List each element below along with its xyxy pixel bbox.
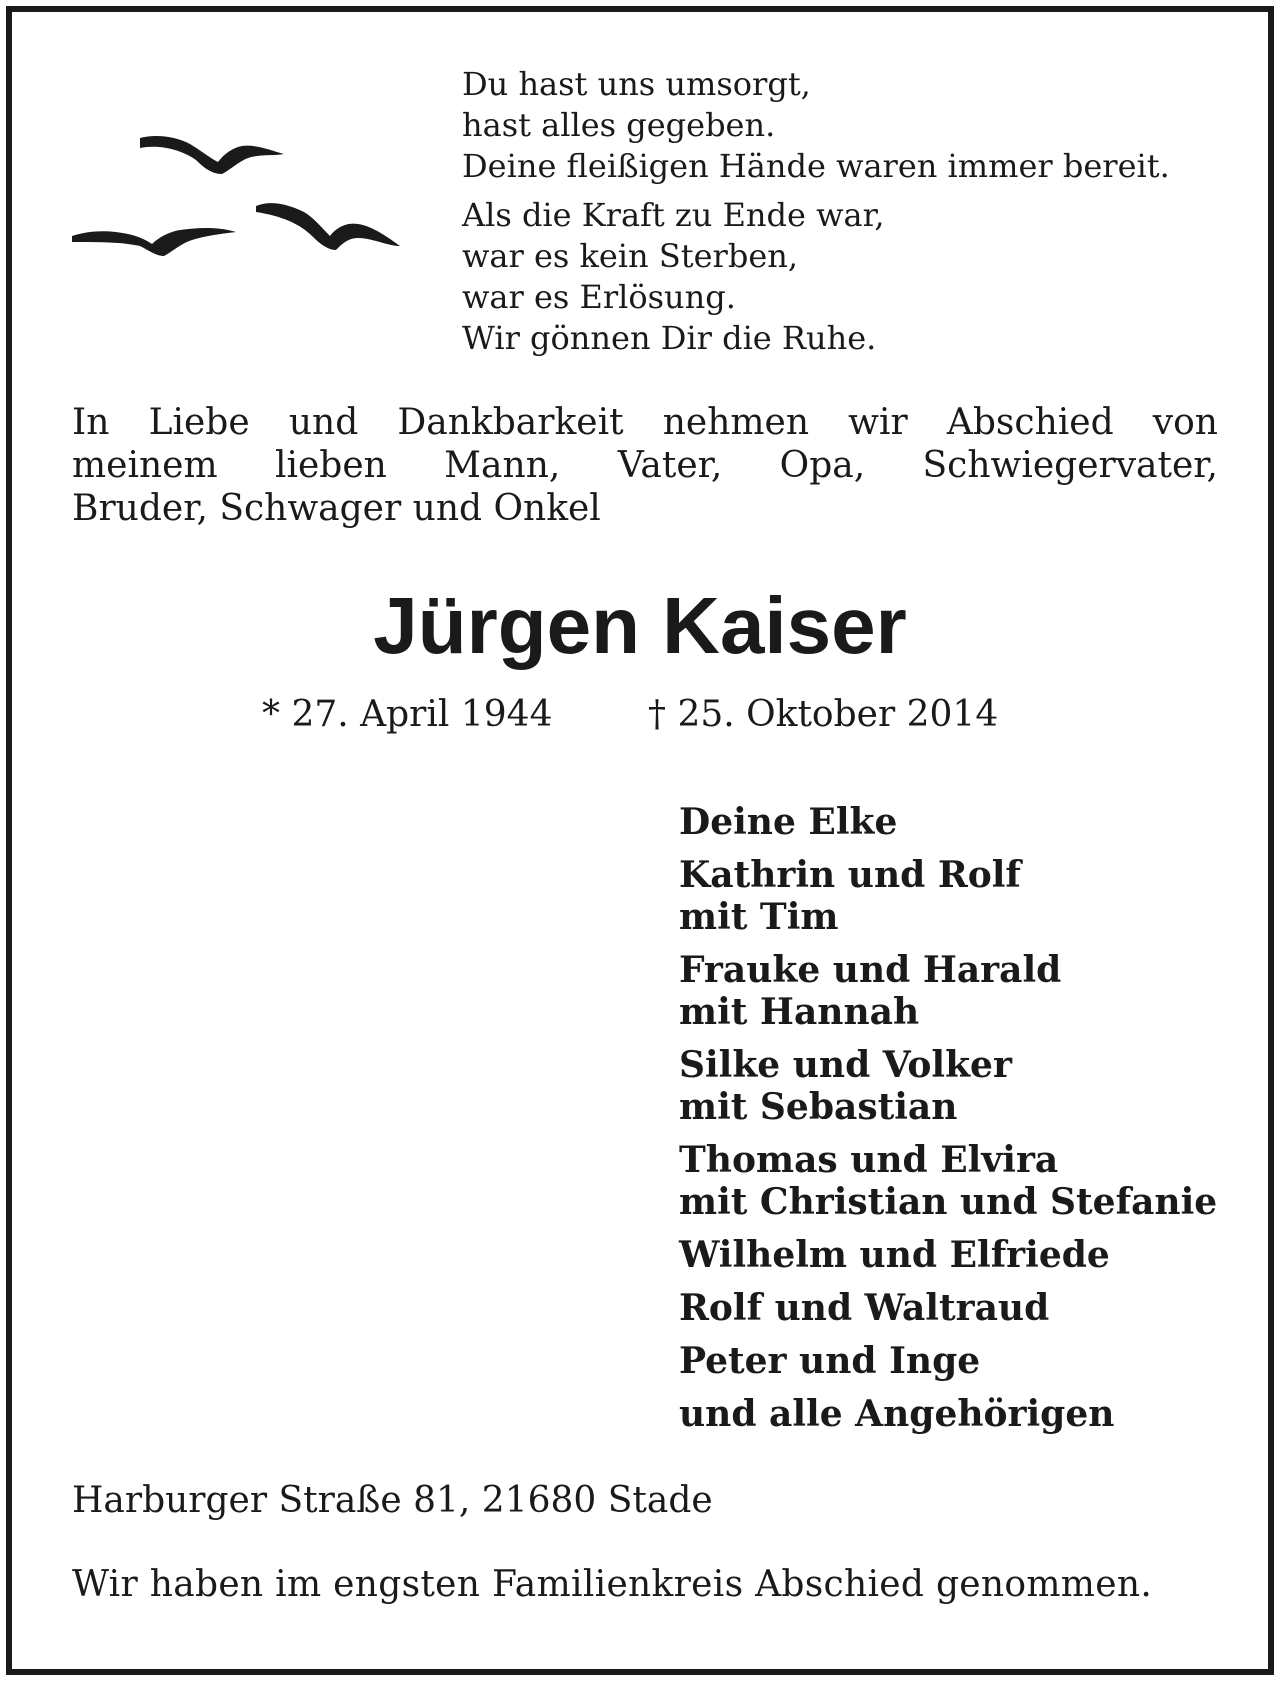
intro-line: In Liebe und Dankbarkeit nehmen wir Abschied von	[72, 402, 1218, 443]
bird-icon	[72, 228, 236, 256]
birth-date: * 27. April 1944	[262, 694, 553, 735]
mourner-group	[679, 1234, 1217, 1276]
poem-line: war es Erlösung.	[462, 278, 736, 316]
bird-icon	[256, 203, 400, 250]
mourner-group	[679, 1139, 1217, 1223]
mourner-line: mit Hannah	[679, 991, 920, 1033]
mourner-group	[679, 854, 1217, 938]
family-address: Harburger Straße 81, 21680 Stade	[72, 1480, 713, 1521]
mourner-line: Rolf und Waltraud	[679, 1287, 1050, 1329]
mourner-line: und alle Angehörigen	[679, 1393, 1115, 1435]
deceased-name: Jürgen Kaiser	[373, 581, 907, 670]
intro-line: Bruder, Schwager und Onkel	[72, 488, 601, 529]
poem-stanza	[462, 195, 1222, 359]
mourner-line: mit Sebastian	[679, 1086, 958, 1128]
poem-line: hast alles gegeben.	[462, 106, 776, 144]
mourner-line: Silke und Volker	[679, 1044, 1012, 1086]
memorial-poem	[462, 64, 1222, 359]
poem-line: Wir gönnen Dir die Ruhe.	[462, 319, 877, 357]
mourners-list	[679, 801, 1217, 1435]
mourner-group	[679, 1340, 1217, 1382]
mourner-line: Deine Elke	[679, 801, 898, 843]
farewell-intro	[72, 401, 1218, 530]
mourner-group	[679, 1287, 1217, 1329]
mourner-group	[679, 801, 1217, 843]
flying-birds-icon	[60, 128, 420, 288]
mourner-line: Thomas und Elvira	[679, 1139, 1059, 1181]
poem-stanza	[462, 64, 1222, 187]
poem-line: Du hast uns umsorgt,	[462, 65, 811, 103]
mourner-line: Kathrin und Rolf	[679, 854, 1021, 896]
intro-line: meinem lieben Mann, Vater, Opa, Schwiegervater,	[72, 445, 1218, 486]
mourner-line: mit Christian und Stefanie	[679, 1181, 1218, 1223]
mourner-line: Wilhelm und Elfriede	[679, 1234, 1110, 1276]
poem-line: Als die Kraft zu Ende war,	[462, 196, 885, 234]
closing-note: Wir haben im engsten Familienkreis Abschied genommen.	[72, 1564, 1153, 1605]
death-date: † 25. Oktober 2014	[648, 694, 999, 735]
mourner-group	[679, 1044, 1217, 1128]
poem-line: war es kein Sterben,	[462, 237, 799, 275]
bird-icon	[140, 136, 284, 174]
mourner-line: Peter und Inge	[679, 1340, 981, 1382]
poem-line: Deine fleißigen Hände waren immer bereit.	[462, 147, 1170, 185]
mourner-group	[679, 1393, 1217, 1435]
mourner-line: mit Tim	[679, 896, 839, 938]
mourner-line: Frauke und Harald	[679, 949, 1062, 991]
mourner-group	[679, 949, 1217, 1033]
